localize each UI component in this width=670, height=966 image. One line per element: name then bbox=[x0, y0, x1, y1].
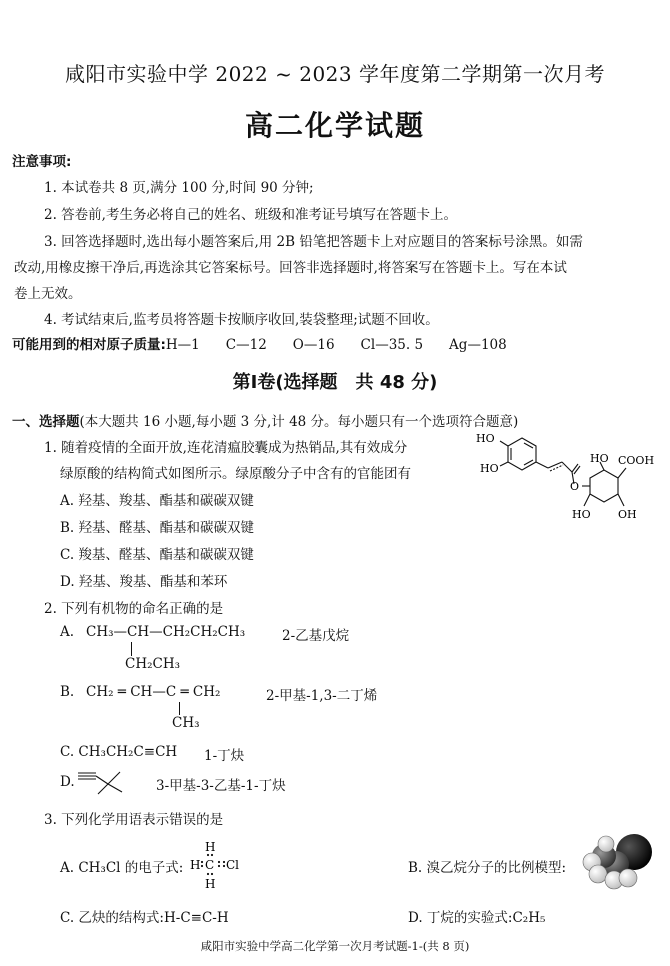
dot-h-top: H bbox=[205, 840, 216, 854]
q3-option-d-text: D. 丁烷的实验式:C₂H₅ bbox=[408, 910, 546, 926]
q2-option-b-label: B. bbox=[60, 684, 75, 700]
section-desc: (本大题共 16 小题,每小题 3 分,计 48 分。每小题只有一个选项符合题意) bbox=[79, 414, 519, 430]
notice-item-4: 4. 考试结束后,监考员将答题卡按顺序收回,装袋整理;试题不回收。 bbox=[44, 312, 439, 328]
chlorogenic-acid-structure bbox=[472, 428, 662, 528]
notice-item-3-cont: 改动,用橡皮擦干净后,再选涂其它答案标号。回答非选择题时,将答案写在答题卡上。写在本试 bbox=[14, 260, 567, 276]
cyclohexane-ring bbox=[590, 470, 618, 502]
section-title: 第Ⅰ卷(选择题 共 48 分) bbox=[232, 372, 438, 393]
school-exam-line: 咸阳市实验中学 2022 ~ 2023 学年度第二学期第一次月考 bbox=[65, 62, 605, 86]
ch3cl-electron-dot-formula bbox=[188, 838, 248, 892]
notice-heading: 注意事项: bbox=[12, 154, 72, 170]
benzene-ring bbox=[508, 438, 536, 470]
mass-o: O—16 bbox=[292, 337, 335, 353]
bromoethane-space-filling-model bbox=[582, 832, 658, 896]
q1-option-d: D. 羟基、羧基、酯基和苯环 bbox=[60, 574, 228, 590]
q3-option-b-text: B. 溴乙烷分子的比例模型: bbox=[408, 860, 567, 876]
q2-b-branch-bond bbox=[179, 702, 180, 715]
q2-option-a-formula: CH₃—CH—CH₂CH₂CH₃ bbox=[86, 624, 246, 640]
notice-item-3-end: 卷上无效。 bbox=[14, 286, 82, 302]
atom-h2 bbox=[589, 865, 607, 883]
q2-option-a-label: A. bbox=[60, 624, 75, 640]
page-footer: 咸阳市实验中学高二化学第一次月考试题-1-(共 8 页) bbox=[200, 939, 470, 953]
notice-item-1: 1. 本试卷共 8 页,满分 100 分,时间 90 分钟; bbox=[44, 180, 314, 196]
mass-cl: Cl—35. 5 bbox=[360, 337, 424, 353]
q3-option-a-text: A. CH₃Cl 的电子式: bbox=[60, 860, 184, 876]
notice-item-3: 3. 回答选择题时,选出每小题答案后,用 2B 铅笔把答题卡上对应题目的答案标号涂黑。如需 bbox=[44, 234, 583, 250]
dot-h-left: H bbox=[190, 858, 201, 872]
mass-c: C—12 bbox=[225, 337, 267, 353]
label-ester-o: O bbox=[570, 480, 580, 493]
q2-stem: 2. 下列有机物的命名正确的是 bbox=[44, 601, 224, 617]
q2-option-d-label: D. bbox=[60, 774, 75, 790]
q1-option-b: B. 羟基、醛基、酯基和碳碳双键 bbox=[60, 520, 255, 536]
q1-option-c: C. 羧基、醛基、酯基和碳碳双键 bbox=[60, 547, 254, 563]
q2-option-d-name: 3-甲基-3-乙基-1-丁炔 bbox=[156, 778, 286, 794]
label-ho-mid: HO bbox=[480, 462, 499, 475]
q1-stem-line1: 1. 随着疫情的全面开放,连花清瘟胶囊成为热销品,其有效成分 bbox=[44, 440, 408, 456]
mass-ag: Ag—108 bbox=[449, 337, 507, 353]
atom-h5 bbox=[619, 869, 637, 887]
q2-option-c-name: 1-丁炔 bbox=[204, 748, 245, 764]
label-ho-ring: HO bbox=[590, 452, 609, 465]
section-instructions bbox=[12, 410, 518, 430]
q2-option-b-name: 2-甲基-1,3-二丁烯 bbox=[266, 688, 378, 704]
q1-stem-line2: 绿原酸的结构简式如图所示。绿原酸分子中含有的官能团有 bbox=[60, 466, 411, 482]
dot-h-bottom: H bbox=[205, 877, 216, 891]
label-ho-top: HO bbox=[476, 432, 495, 445]
paper-title: 高二化学试题 bbox=[244, 109, 425, 142]
section-heading: 一、选择题 bbox=[12, 414, 80, 430]
q2-option-b-branch: CH₃ bbox=[172, 715, 200, 731]
q3-stem: 3. 下列化学用语表示错误的是 bbox=[44, 812, 224, 828]
atom-h3 bbox=[598, 836, 614, 852]
q2-option-a-name: 2-乙基戊烷 bbox=[282, 628, 350, 644]
dot-c-center: C bbox=[205, 858, 215, 872]
mass-h: H—1 bbox=[165, 337, 200, 353]
notice-item-2: 2. 答卷前,考生务必将自己的姓名、班级和准考证号填写在答题卡上。 bbox=[44, 207, 457, 223]
label-cooh: COOH bbox=[618, 454, 655, 467]
dot-cl-right: Cl bbox=[226, 858, 240, 872]
q2-a-branch-bond bbox=[131, 642, 132, 656]
atomic-mass-line bbox=[12, 333, 533, 353]
q1-option-a: A. 羟基、羧基、酯基和碳碳双键 bbox=[60, 493, 254, 509]
q2-option-d-skeletal-structure bbox=[76, 768, 132, 796]
q3-option-c-text: C. 乙炔的结构式:H-C≡C-H bbox=[60, 910, 229, 926]
q2-option-b-formula: CH₂ ═ CH—C ═ CH₂ bbox=[86, 684, 221, 700]
label-ho-bottom-left: HO bbox=[572, 508, 591, 521]
q2-option-c-formula: C. CH₃CH₂C≡CH bbox=[60, 744, 178, 760]
atomic-mass-label: 可能用到的相对原子质量: bbox=[12, 337, 166, 353]
q2-option-a-branch: CH₂CH₃ bbox=[125, 656, 181, 672]
label-oh-bottom-right: OH bbox=[618, 508, 637, 521]
